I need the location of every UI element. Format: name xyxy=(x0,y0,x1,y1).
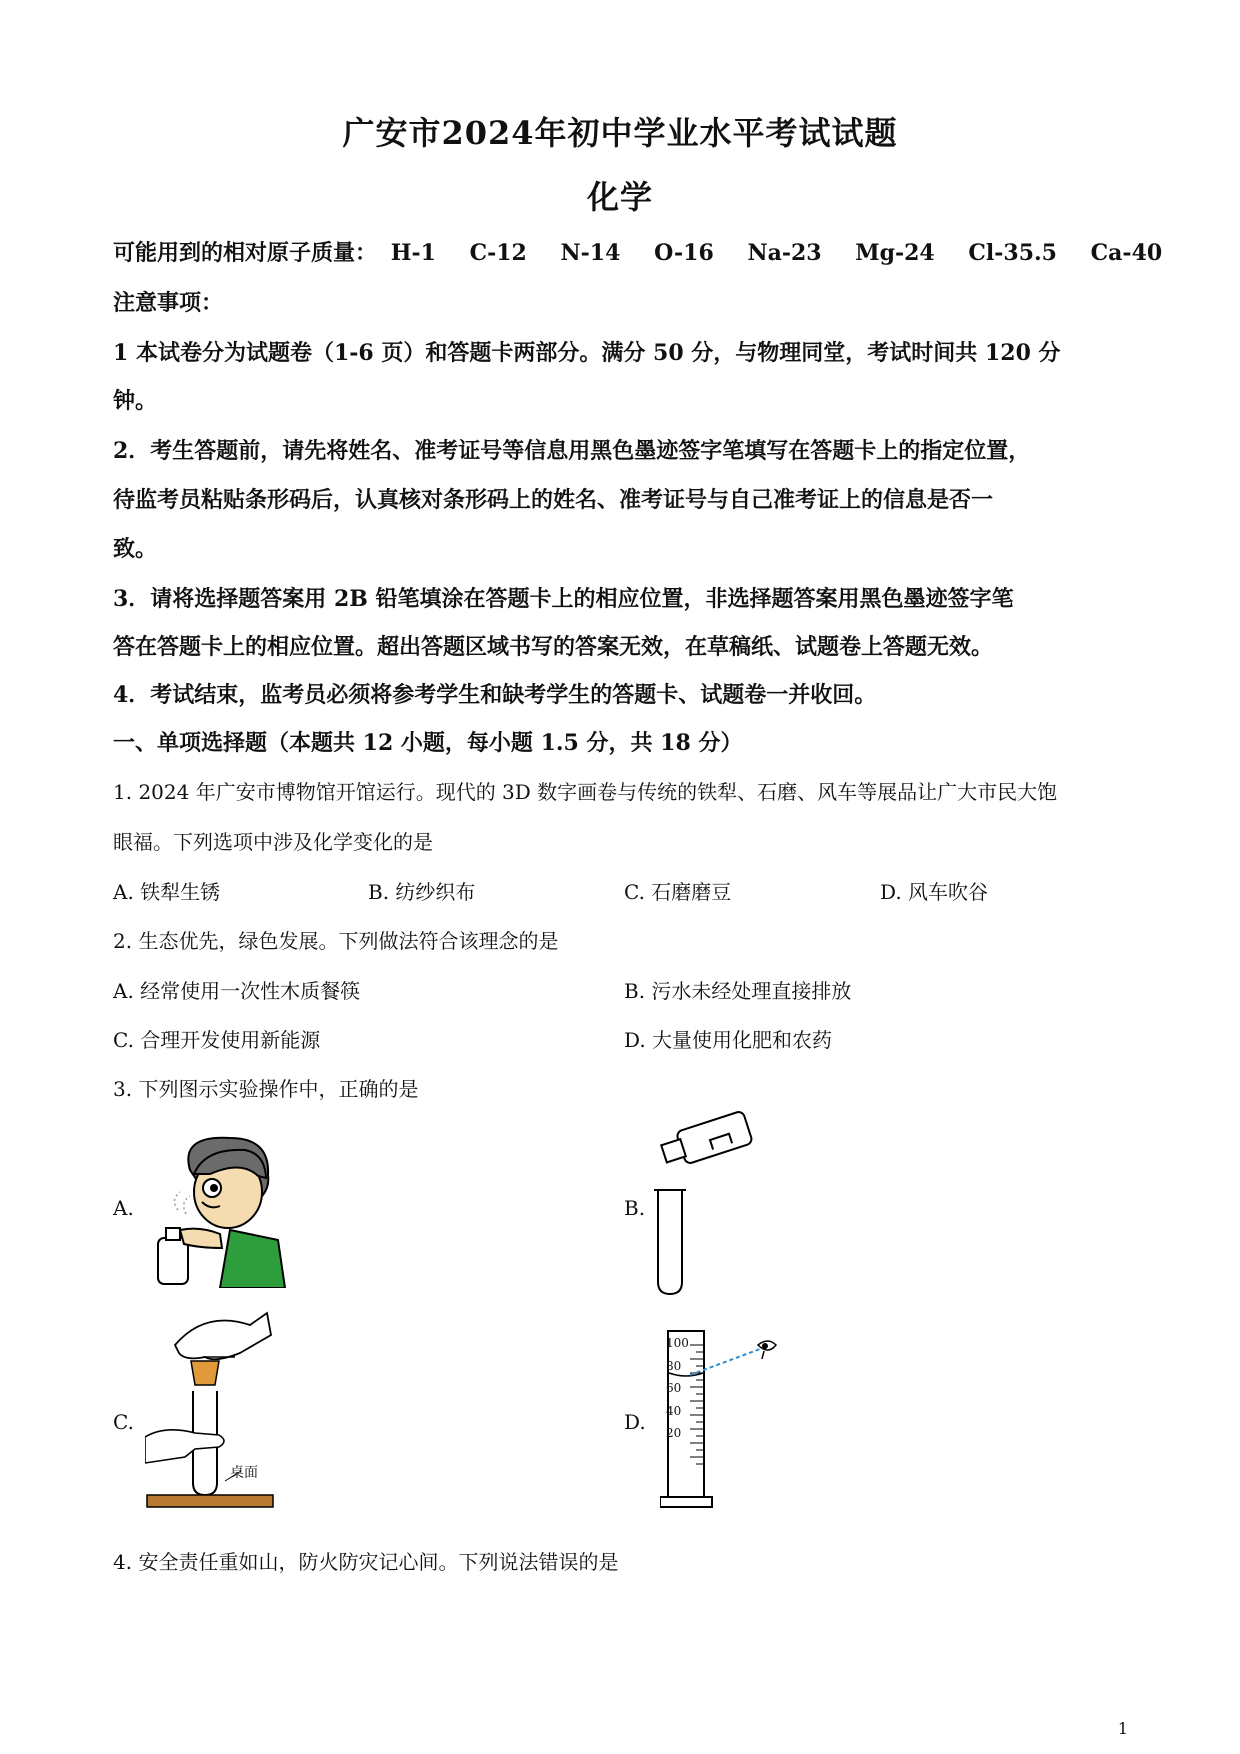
atomic-mass-item: O-16 xyxy=(654,240,714,266)
q1-option-a: A. 铁犁生锈 xyxy=(113,880,221,904)
note-line: 3．请将选择题答案用 2B 铅笔填涂在答题卡上的相应位置，非选择题答案用黑色墨迹签字笔 xyxy=(113,586,1014,612)
q2-option-a: A. 经常使用一次性木质餐筷 xyxy=(113,979,361,1003)
atomic-mass-item: H-1 xyxy=(390,240,436,266)
note-line: 待监考员粘贴条形码后，认真核对条形码上的姓名、准考证号与自己准考证上的信息是否一 xyxy=(113,487,994,513)
atomic-mass-item: Mg-24 xyxy=(855,240,935,266)
q3-figure-a-smelling xyxy=(150,1130,290,1288)
q1-option-b: B. 纺纱织布 xyxy=(368,880,476,904)
q2-option-b: B. 污水未经处理直接排放 xyxy=(624,979,852,1003)
atomic-mass-label: 可能用到的相对原子质量： xyxy=(113,240,378,266)
section-heading: 一、单项选择题（本题共 12 小题，每小题 1.5 分，共 18 分） xyxy=(113,730,743,756)
atomic-mass-item: Cl-35.5 xyxy=(968,240,1057,266)
note-line: 4．考试结束，监考员必须将参考学生和缺考学生的答题卡、试题卷一并收回。 xyxy=(113,682,877,708)
q2-option-c: C. 合理开发使用新能源 xyxy=(113,1028,321,1052)
exam-subject: 化学 xyxy=(586,178,653,216)
q1-option-c: C. 石磨磨豆 xyxy=(624,880,732,904)
note-line: 2．考生答题前，请先将姓名、准考证号等信息用黑色墨迹签字笔填写在答题卡上的指定位置， xyxy=(113,438,1031,464)
atomic-mass-line xyxy=(113,236,1188,267)
q1-stem-line2: 眼福。下列选项中涉及化学变化的是 xyxy=(113,830,433,854)
q3-label-b: B. xyxy=(624,1196,646,1220)
note-line: 答在答题卡上的相应位置。超出答题区域书写的答案无效，在草稿纸、试题卷上答题无效。 xyxy=(113,634,994,660)
q3-label-c: C. xyxy=(113,1410,134,1434)
q1-option-d: D. 风车吹谷 xyxy=(880,880,989,904)
q1-stem-line1: 1. 2024 年广安市博物馆开馆运行。现代的 3D 数字画卷与传统的铁犁、石磨、风车等展品让广大市民大饱 xyxy=(113,780,1058,804)
q2-stem: 2. 生态优先，绿色发展。下列做法符合该理念的是 xyxy=(113,929,559,953)
q3-label-d: D. xyxy=(624,1410,646,1434)
note-line: 钟。 xyxy=(113,388,158,414)
cylinder-tick: 20 xyxy=(666,1426,682,1440)
desk-label: 桌面 xyxy=(230,1465,258,1481)
notes-heading: 注意事项： xyxy=(113,290,224,316)
q3-figure-b-pouring xyxy=(650,1110,770,1295)
note-line: 1 本试卷分为试题卷（1-6 页）和答题卡两部分。满分 50 分，与物理同堂，考试时间共 120 分 xyxy=(113,340,1061,366)
q3-label-a: A. xyxy=(113,1196,134,1220)
q4-stem: 4. 安全责任重如山，防火防灾记心间。下列说法错误的是 xyxy=(113,1550,619,1574)
atomic-mass-item: N-14 xyxy=(560,240,621,266)
q2-option-d: D. 大量使用化肥和农药 xyxy=(624,1028,833,1052)
page-number: 1 xyxy=(1117,1719,1128,1738)
cylinder-tick: 40 xyxy=(666,1403,682,1418)
q3-stem: 3. 下列图示实验操作中，正确的是 xyxy=(113,1077,419,1101)
cylinder-tick: 80 xyxy=(666,1358,682,1373)
cylinder-tick: 60 xyxy=(666,1381,682,1395)
atomic-mass-item: C-12 xyxy=(469,240,527,266)
cylinder-tick-labels xyxy=(666,1332,689,1445)
note-line: 致。 xyxy=(113,536,158,562)
cylinder-tick: 100 xyxy=(666,1336,689,1350)
atomic-mass-item: Na-23 xyxy=(747,240,822,266)
exam-title: 广安市2024年初中学业水平考试试题 xyxy=(342,114,898,152)
atomic-mass-item: Ca-40 xyxy=(1090,240,1163,266)
